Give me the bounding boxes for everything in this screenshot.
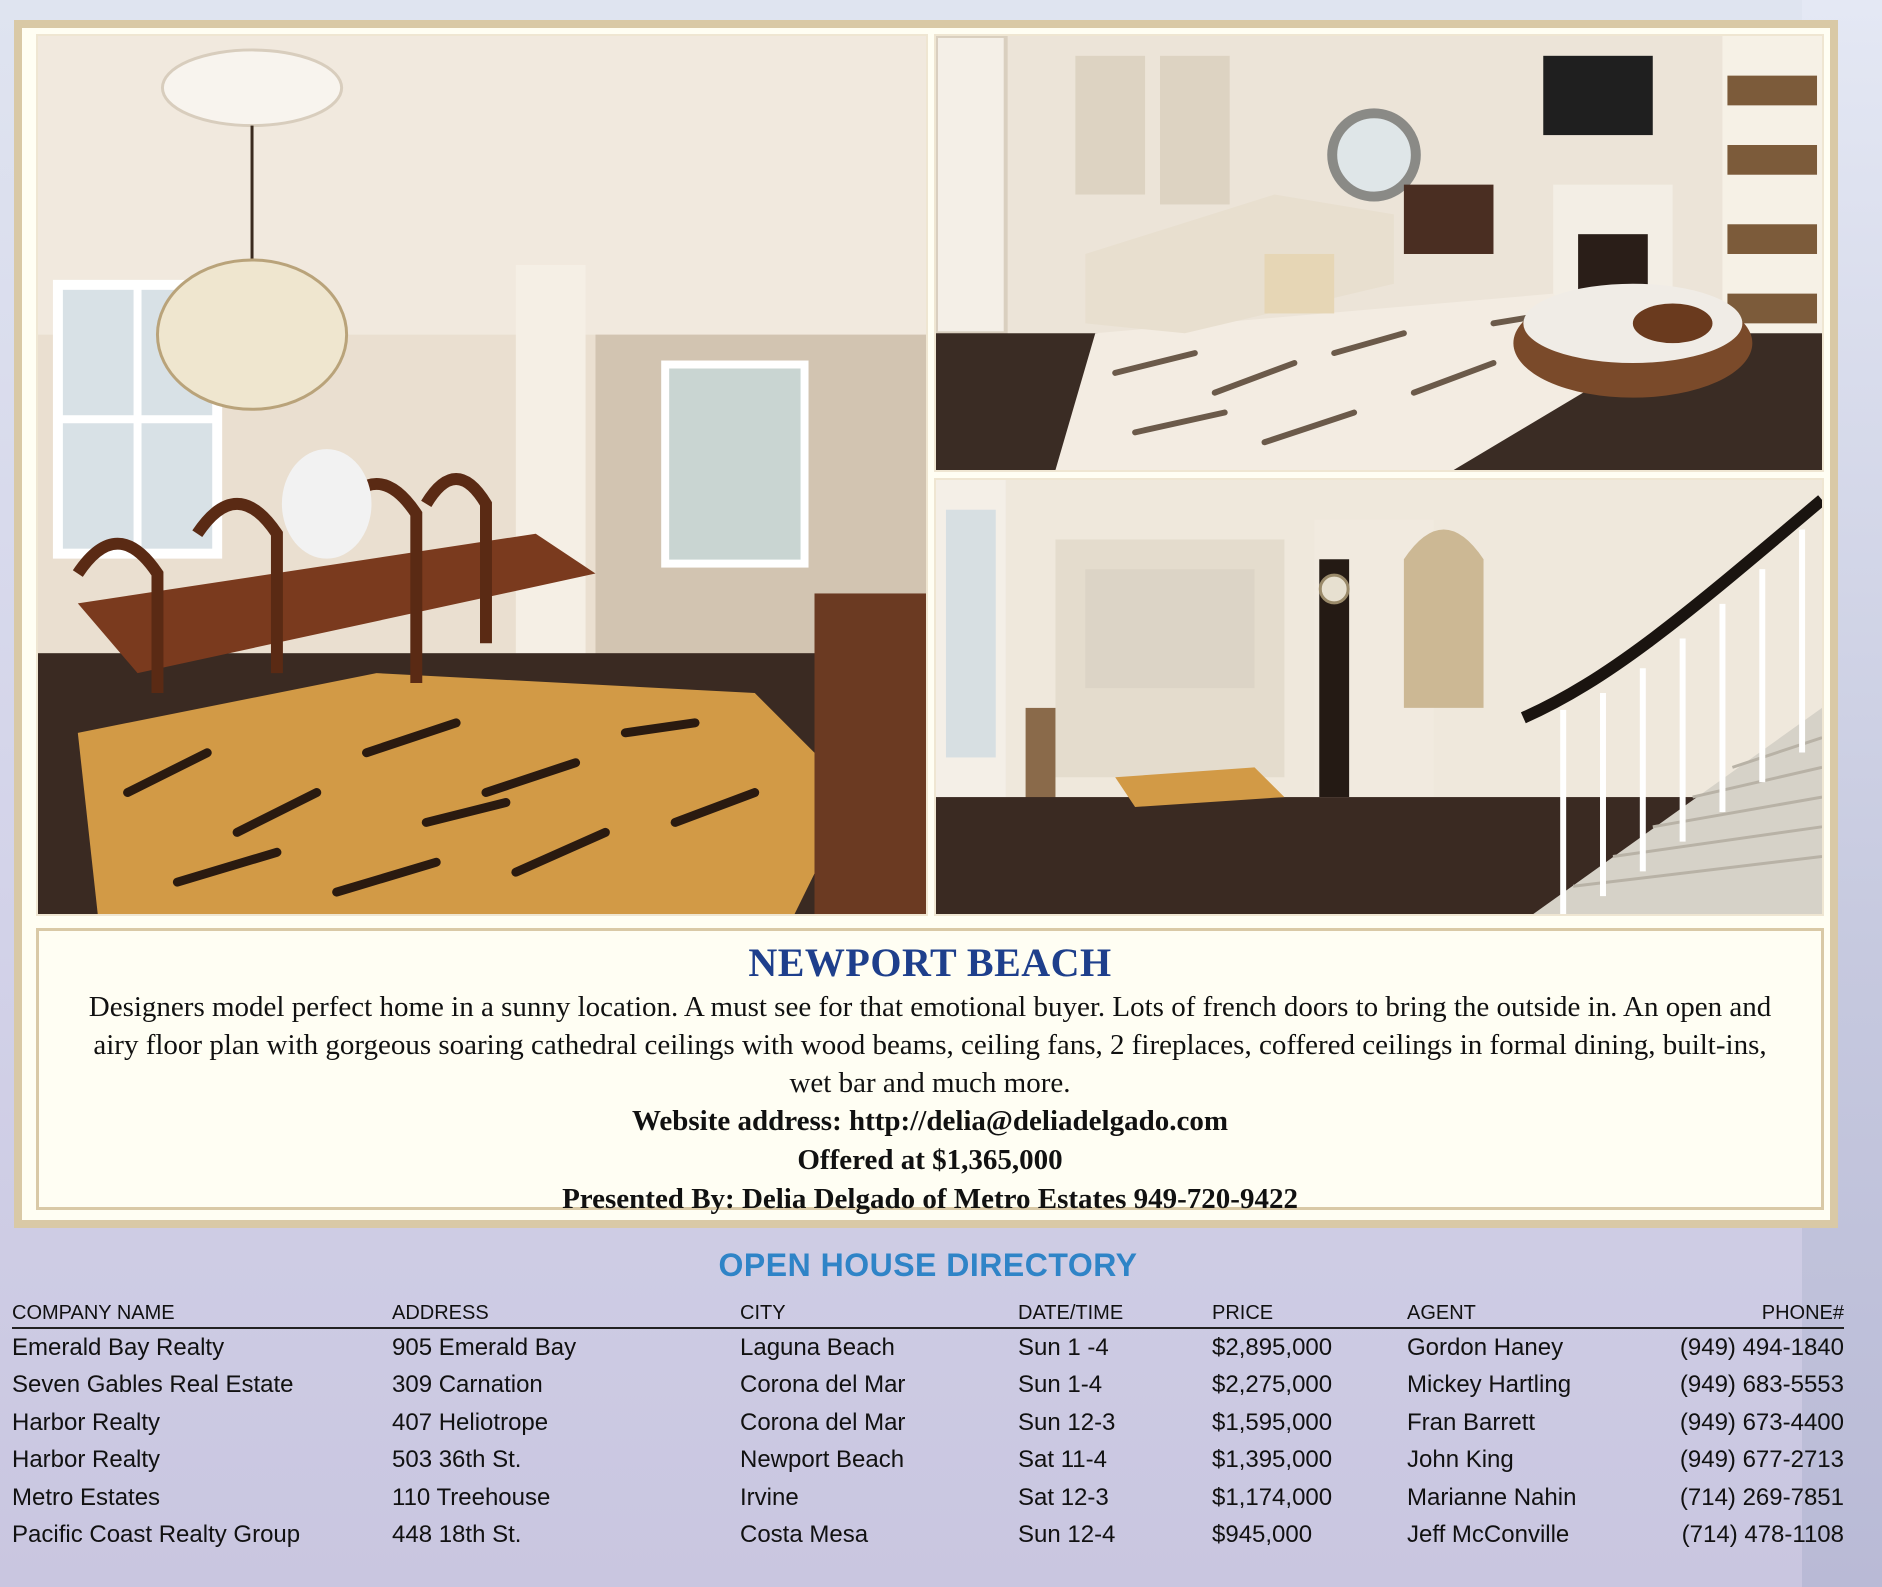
phone-cell: (949) 673-4400 <box>1679 1408 1844 1436</box>
company-cell: Emerald Bay Realty <box>12 1333 225 1361</box>
table-row <box>12 1442 1844 1480</box>
company-cell: Seven Gables Real Estate <box>12 1371 294 1399</box>
company-cell: Metro Estates <box>12 1483 161 1511</box>
agent-cell: Marianne Nahin <box>1407 1483 1577 1511</box>
column-header-phone: PHONE# <box>1647 1302 1844 1328</box>
column-header-city: CITY <box>740 1302 1018 1328</box>
phone-cell: (949) 683-5553 <box>1679 1371 1844 1399</box>
phone-cell: (714) 269-7851 <box>1679 1483 1844 1511</box>
address-cell: 503 36th St. <box>392 1446 522 1474</box>
datetime-cell: Sun 12-4 <box>1018 1521 1116 1549</box>
column-header-datetime: DATE/TIME <box>1018 1302 1212 1328</box>
datetime-cell: Sun 1-4 <box>1018 1371 1103 1399</box>
living-room-photo <box>934 34 1824 472</box>
datetime-cell: Sun 12-3 <box>1018 1408 1116 1436</box>
table-row <box>12 1328 1844 1367</box>
address-cell: 110 Treehouse <box>392 1483 551 1511</box>
table-row <box>12 1404 1844 1442</box>
price-cell: $2,895,000 <box>1212 1333 1333 1361</box>
agent-cell: Gordon Haney <box>1407 1333 1564 1361</box>
listing-description-box <box>36 928 1824 1215</box>
datetime-cell: Sat 12-3 <box>1018 1483 1109 1511</box>
column-header-price: PRICE <box>1212 1302 1407 1328</box>
column-header-agent: AGENT <box>1407 1302 1647 1328</box>
column-header-company: COMPANY NAME <box>12 1302 392 1328</box>
company-cell: Pacific Coast Realty Group <box>12 1521 301 1549</box>
listing-price: Offered at $1,365,000 <box>797 1144 1063 1176</box>
price-cell: $1,595,000 <box>1212 1408 1333 1436</box>
city-cell: Newport Beach <box>740 1446 905 1474</box>
phone-cell: (714) 478-1108 <box>1681 1521 1844 1549</box>
table-row <box>12 1479 1844 1517</box>
company-cell: Harbor Realty <box>12 1408 161 1436</box>
dining-room-photo <box>36 34 928 916</box>
datetime-cell: Sat 11-4 <box>1018 1446 1107 1474</box>
agent-cell: Mickey Hartling <box>1407 1371 1572 1399</box>
address-cell: 407 Heliotrope <box>392 1408 549 1436</box>
phone-cell: (949) 494-1840 <box>1679 1333 1844 1361</box>
city-cell: Irvine <box>740 1483 799 1511</box>
open-house-directory-table <box>12 1302 1844 1554</box>
city-cell: Corona del Mar <box>740 1408 906 1436</box>
column-header-address: ADDRESS <box>392 1302 740 1328</box>
price-cell: $2,275,000 <box>1212 1371 1333 1399</box>
listing-description: Designers model perfect home in a sunny location. A must see for that emotional buyer. Lots of french doors to bring the outside in. An open and airy floor plan with gorgeous soaring cathedral ceilings with wood beams, ceiling fans, 2 fireplaces, coffered ceilings in formal dining, built-ins, wet bar and much more. <box>88 991 1772 1099</box>
address-cell: 309 Carnation <box>392 1371 543 1399</box>
listing-presenter: Presented By: Delia Delgado of Metro Estates 949-720-9422 <box>562 1183 1298 1215</box>
address-cell: 448 18th St. <box>392 1521 522 1549</box>
agent-cell: Jeff McConville <box>1407 1521 1570 1549</box>
listing-title: NEWPORT BEACH <box>748 940 1112 985</box>
datetime-cell: Sun 1 -4 <box>1018 1333 1109 1361</box>
company-cell: Harbor Realty <box>12 1446 161 1474</box>
price-cell: $1,174,000 <box>1212 1483 1333 1511</box>
entry-staircase-photo <box>934 478 1824 916</box>
city-cell: Laguna Beach <box>740 1333 895 1361</box>
price-cell: $1,395,000 <box>1212 1446 1333 1474</box>
price-cell: $945,000 <box>1212 1521 1313 1549</box>
listing-website: Website address: http://delia@deliadelgado.com <box>632 1105 1228 1137</box>
table-row <box>12 1367 1844 1405</box>
table-header-row <box>12 1302 1844 1328</box>
address-cell: 905 Emerald Bay <box>392 1333 577 1361</box>
table-row <box>12 1517 1844 1555</box>
agent-cell: Fran Barrett <box>1407 1408 1536 1436</box>
directory-title: OPEN HOUSE DIRECTORY <box>718 1247 1138 1283</box>
city-cell: Costa Mesa <box>740 1521 869 1549</box>
phone-cell: (949) 677-2713 <box>1679 1446 1844 1474</box>
agent-cell: John King <box>1407 1446 1514 1474</box>
city-cell: Corona del Mar <box>740 1371 906 1399</box>
